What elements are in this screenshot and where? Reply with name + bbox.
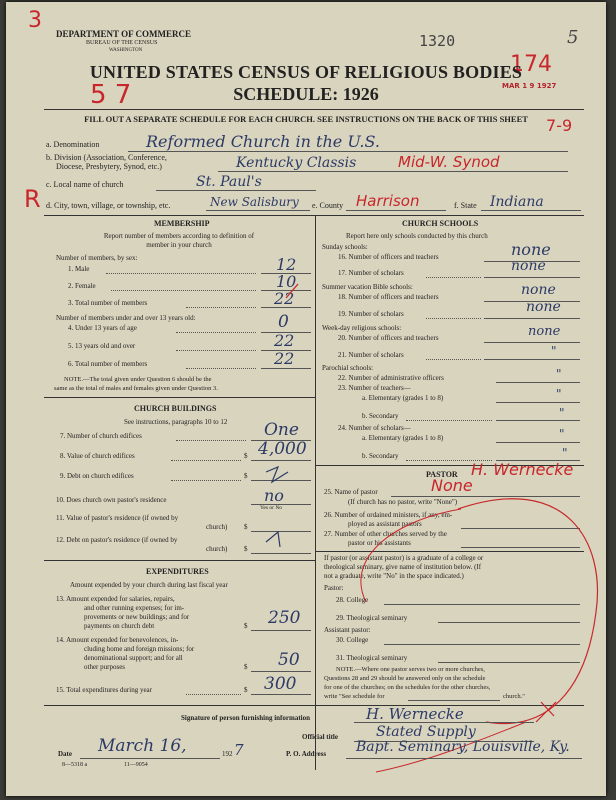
q13-label-4: payments on church debt [84,622,155,630]
dollar-sign-13: $ [244,622,248,630]
q24a-label: a. Elementary (grades 1 to 8) [362,434,444,442]
form-subtitle: SCHEDULE: 1926 [233,84,379,104]
summer-scholars-value[interactable]: none [526,299,561,315]
census-schedule-sheet [6,2,606,796]
q11-label-2: church) [206,523,228,531]
weekday-schools-heading: Week-day religious schools: [322,324,402,332]
city-label: d. City, town, village, or township, etc. [46,201,171,210]
form-number: 1320 [419,32,456,50]
q12-label-2: church) [206,545,228,553]
q25-label: 25. Name of pastor [324,488,378,496]
bureau-name: BUREAU OF THE CENSUS [86,40,158,46]
under-13-count[interactable]: 0 [278,312,289,332]
church-edifices-count[interactable]: One [264,420,299,440]
q18-label: 18. Number of officers and teachers [338,293,439,301]
official-title-label: Official title [302,733,338,741]
buildings-heading: CHURCH BUILDINGS [134,404,217,413]
q12-label-1: 12. Debt on pastor's residence (if owned by [56,536,178,544]
weekday-scholars-value[interactable]: " [551,344,557,358]
po-address-value[interactable]: Bapt. Seminary, Louisville, Ky. [356,739,570,755]
membership-heading: MEMBERSHIP [154,219,210,228]
dollar-sign-9: $ [244,472,248,480]
received-stamp-date: MAR 1 9 1927 [502,82,557,90]
q13-label-2: and other running expenses; for im- [84,604,185,612]
county-label: e. County [312,201,344,210]
running-expenses-value[interactable]: 250 [268,608,301,628]
q27-label-1: 27. Number of other churches served by the [324,530,447,538]
q20-label: 20. Number of officers and teachers [338,334,439,342]
q5-label: 5. 13 years old and over [68,342,136,350]
membership-note-2: same as the total of males and females given under Question 3. [54,385,218,392]
expenditures-heading: EXPENDITURES [146,567,209,576]
q19-label: 19. Number of scholars [338,310,404,318]
red-margin-right: 7-9 [546,116,573,135]
total-members-count[interactable]: 22 [274,289,295,308]
q7-label: 7. Number of church edifices [60,432,142,440]
membership-intro-1: Report number of members according to definition of [103,232,255,240]
q9-label: 9. Debt on church edifices [60,472,134,480]
denomination-label: a. Denomination [46,140,100,149]
q23-label: 23. Number of teachers— [338,384,411,392]
q27-label-2: pastor or his assistants [348,539,411,547]
q6-label: 6. Total number of members [68,360,148,368]
signature-label: Signature of person furnishing information [181,714,310,722]
membership-intro-2: member in your church [146,241,212,249]
denomination-value[interactable]: Reformed Church in the U.S. [146,132,380,151]
q17-label: 17. Number of scholars [338,269,404,277]
q23a-label: a. Elementary (grades 1 to 8) [362,394,444,402]
q24-label: 24. Number of scholars— [338,424,411,432]
q13-label-3: provements or new buildings; and for [84,613,190,621]
form-code: 8—5318 a [62,762,88,768]
department-name: DEPARTMENT OF COMMERCE [56,29,192,39]
parochial-elem-teachers-value[interactable]: " [556,387,562,401]
q2-label: 2. Female [68,282,96,290]
print-code: 11—9054 [124,762,148,768]
parochial-schools-heading: Parochial schools: [322,364,374,372]
q24b-label: b. Secondary [362,452,399,460]
parochial-elem-scholars-value[interactable]: " [559,427,565,441]
form-title: UNITED STATES CENSUS OF RELIGIOUS BODIES [89,62,523,82]
q16-label: 16. Number of officers and teachers [338,253,439,261]
q31-label: 31. Theological seminary [336,654,408,662]
q26-label-2: ployed as assistant pastors [348,520,422,528]
q28-label: 28. College [336,596,369,604]
corner-red-mark: 3 [28,8,42,33]
q8-label: 8. Value of church edifices [60,452,135,460]
q26-label-1: 26. Number of ordained ministers, if any, em- [324,511,453,519]
benevolences-value[interactable]: 50 [278,650,300,670]
pastor-note-5: church." [503,693,525,700]
division-label-line2: Diocese, Presbytery, Synod, etc.) [56,162,162,171]
q14-label-3: denominational support; and for all [84,654,183,662]
weekday-officers-value[interactable]: none [528,324,561,339]
division-label-line1: b. Division (Association, Conference, [46,153,167,162]
q30-label: 30. College [336,636,369,644]
dollar-sign-12: $ [244,545,248,553]
q10-label: 10. Does church own pastor's residence [56,496,167,504]
q21-label: 21. Number of scholars [338,351,404,359]
summer-schools-heading: Summer vacation Bible schools: [322,283,413,291]
pastor-heading: PASTOR [426,470,458,479]
division-red-note: Mid-W. Synod [398,153,500,171]
q14-label-1: 14. Amount expended for benevolences, in- [56,636,179,644]
state-label: f. State [454,201,477,210]
pastor-note-1: NOTE.—Where one pastor serves two or more churches, [336,666,485,673]
pastor-note-3: for one of the churches; on the schedules for the other churches, [324,684,491,691]
state-value[interactable]: Indiana [490,194,544,210]
q22-label: 22. Number of administrative officers [338,374,444,382]
owns-residence-value[interactable]: no [264,486,284,505]
graduate-note-3: not a graduate, write "No" in the space indicated.) [324,572,464,580]
graduate-note-2: theological seminary, give name of institution below. (If [324,563,482,571]
q14-label-4: other purposes [84,663,126,671]
pastor-note-4: write "See schedule for [324,693,385,700]
form-instruction: FILL OUT A SEPARATE SCHEDULE FOR EACH CHURCH. SEE INSTRUCTIONS ON THE BACK OF THIS SHEET [84,114,528,124]
corner-pencil-mark: 5 [567,27,579,48]
yes-no-hint: Yes or No [260,505,283,511]
red-pencil-annotations [6,2,606,796]
signature-value[interactable]: H. Wernecke [366,705,464,723]
stamp-number: 174 [510,52,552,77]
year-prefix: 192 [222,750,233,758]
q4-label: 4. Under 13 years of age [68,324,137,332]
total-members-by-age[interactable]: 22 [274,349,295,368]
q11-label-1: 11. Value of pastor's residence (if owned by [56,514,179,522]
pastor-name-value[interactable]: None [431,476,473,495]
city-value[interactable]: New Salisbury [210,195,299,209]
summer-officers-value[interactable]: none [521,282,556,298]
parochial-admins-value[interactable]: " [556,367,562,381]
church-name-value[interactable]: St. Paul's [196,174,262,190]
schools-intro: Report here only schools conducted by this church [346,232,488,240]
pastor-sub-heading: Pastor: [324,584,344,592]
q3-label: 3. Total number of members [68,299,148,307]
year-suffix[interactable]: 7 [234,741,244,759]
q13-label-1: 13. Amount expended for salaries, repairs, [56,595,175,603]
buildings-intro: See instructions, paragraphs 10 to 12 [124,418,228,426]
date-label: Date [58,750,72,758]
sunday-officers-value[interactable]: none [511,240,551,259]
q29-label: 29. Theological seminary [336,614,408,622]
q15-label: 15. Total expenditures during year [56,686,152,694]
red-margin-number: 5 7 [90,80,132,110]
church-name-label: c. Local name of church [46,180,124,189]
total-expenditures-value[interactable]: 300 [264,674,297,694]
dollar-sign-14: $ [244,663,248,671]
pastor-red-name: H. Wernecke [471,460,574,479]
date-value[interactable]: March 16, [98,736,187,756]
female-count[interactable]: 10 [276,272,297,291]
dollar-sign-11: $ [244,523,248,531]
graduate-note-1: If pastor (or assistant pastor) is a graduate of a college or [324,554,484,562]
q25-hint: (If church has no pastor, write "None") [348,498,458,506]
county-value[interactable]: Harrison [356,192,420,210]
po-address-label: P. O. Address [286,750,327,758]
membership-note-1: NOTE.—The total given under Question 6 should be the [64,376,212,383]
sunday-scholars-value[interactable]: none [511,258,546,274]
dollar-sign-15: $ [244,686,248,694]
pastor-note-2: Questions 28 and 29 should be answered only on the schedule [324,675,486,682]
male-count[interactable]: 12 [276,255,297,274]
q23b-label: b. Secondary [362,412,399,420]
over-13-count[interactable]: 22 [274,331,295,350]
red-r-mark: R [24,185,41,213]
official-title-value[interactable]: Stated Supply [376,724,476,740]
q1-label: 1. Male [68,265,90,273]
members-by-sex: Number of members, by sex: [56,254,138,262]
parochial-sec-scholars-value[interactable]: " [562,446,568,460]
expenditures-intro: Amount expended by your church during last fiscal year [70,581,228,589]
parochial-sec-teachers-value[interactable]: " [559,406,565,420]
q14-label-2: cluding home and foreign missions; for [84,645,195,653]
bureau-city: WASHINGTON [109,48,143,53]
church-edifices-value[interactable]: 4,000 [258,439,307,459]
under-over-heading: Number of members under and over 13 years old: [56,314,196,322]
dollar-sign-8: $ [244,452,248,460]
assistant-sub-heading: Assistant pastor: [324,626,371,634]
division-value[interactable]: Kentucky Classis [236,155,357,171]
schools-heading: CHURCH SCHOOLS [402,219,479,228]
sunday-schools-heading: Sunday schools: [322,243,368,251]
